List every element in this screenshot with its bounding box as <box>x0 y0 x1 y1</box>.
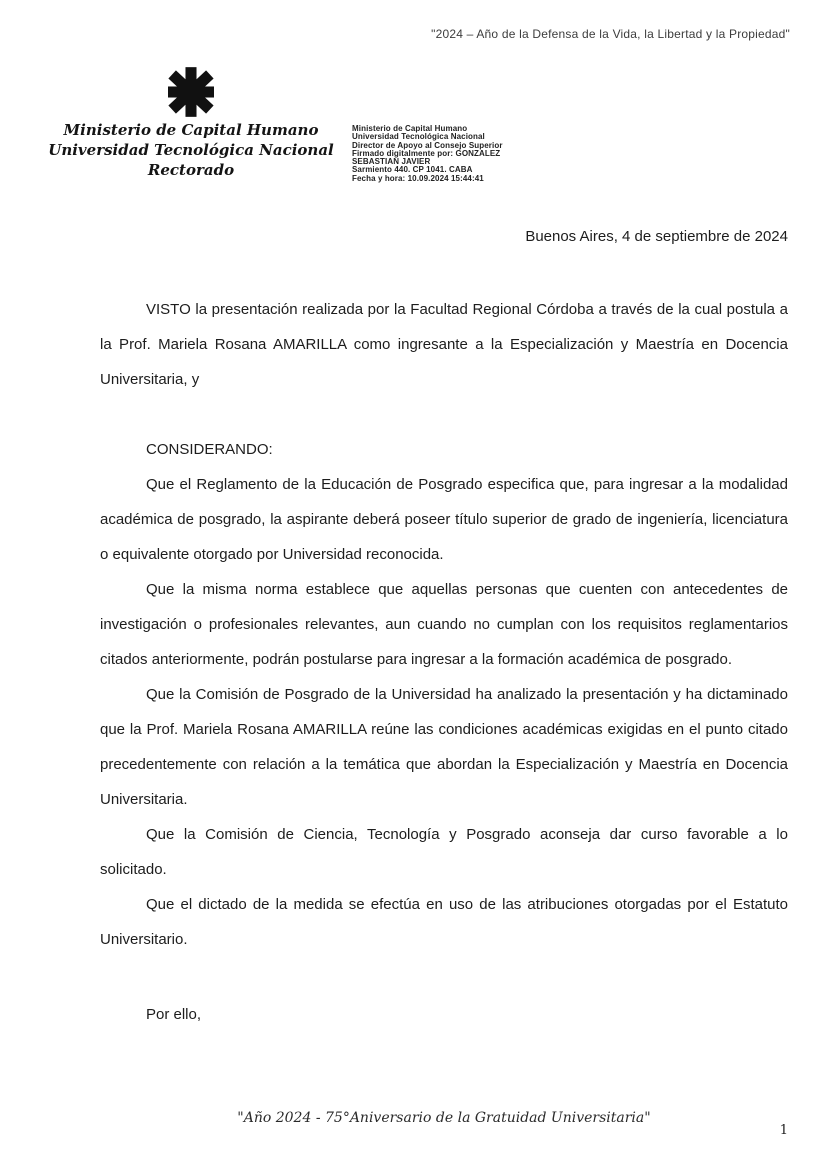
considerando-paragraph-4: Que la Comisión de Ciencia, Tecnología y Posgrado aconseja dar curso favorable a lo solicitado. <box>100 826 788 878</box>
considerando-paragraph-2: Que la misma norma establece que aquellas personas que cuenten con antecedentes de investigación o profesionales relevantes, aun cuando no cumplan con los requisitos reglamentarios citados anteriormente, podrán postularse para ingresar a la formación académica de posgrado. <box>100 581 788 668</box>
stamp-line: Director de Apoyo al Consejo Superior <box>352 140 503 150</box>
dateline: Buenos Aires, 4 de septiembre de 2024 <box>525 228 788 245</box>
page-number: 1 <box>779 1123 788 1138</box>
letterhead-office: Rectorado <box>147 161 235 179</box>
stamp-line: Universidad Tecnológica Nacional <box>352 132 485 142</box>
stamp-line: Ministerio de Capital Humano <box>352 124 468 133</box>
header-year-motto: "2024 – Año de la Defensa de la Vida, la Libertad y la Propiedad" <box>431 27 790 41</box>
considerando-paragraph-5: Que el dictado de la medida se efectúa en uso de las atribuciones otorgadas por el Estatuto Universitario. <box>100 896 788 948</box>
stamp-line: SEBASTIAN JAVIER <box>352 157 431 167</box>
footer-anniversary-motto: "Año 2024 - 75°Aniversario de la Gratuidad Universitaria" <box>237 1110 651 1126</box>
stamp-line: Firmado digitalmente por: GONZALEZ <box>352 148 501 158</box>
letterhead <box>45 66 337 180</box>
digital-signature-stamp <box>352 125 503 183</box>
letterhead-ministry: Ministerio de Capital Humano <box>63 121 319 139</box>
letterhead-university: Universidad Tecnológica Nacional <box>48 141 334 159</box>
paragraph-visto: VISTO la presentación realizada por la Facultad Regional Córdoba a través de la cual postula a la Prof. Mariela Rosana AMARILLA como ingresante a la Especialización y Maestría en Docencia Universitaria, y <box>100 301 788 388</box>
utn-logo-wrap <box>45 66 337 120</box>
stamp-line: Sarmiento 440. CP 1041. CABA <box>352 165 473 175</box>
letter-body <box>100 292 788 1032</box>
utn-gear-logo-icon <box>168 66 214 118</box>
considerando-heading: CONSIDERANDO: <box>146 441 273 458</box>
paragraph-por-ello: Por ello, <box>146 1006 202 1023</box>
stamp-line: Fecha y hora: 10.09.2024 15:44:41 <box>352 173 484 183</box>
considerando-paragraph-1: Que el Reglamento de la Educación de Posgrado especifica que, para ingresar a la modalidad académica de posgrado, la aspirante deberá poseer título superior de grado de ingeniería, licenciatura o equivalente otorgado por Universidad reconocida. <box>100 476 788 563</box>
considerando-paragraph-3: Que la Comisión de Posgrado de la Universidad ha analizado la presentación y ha dictaminado que la Prof. Mariela Rosana AMARILLA reúne las condiciones académicas exigidas en el punto citado precedentemente con relación a la temática que abordan la Especialización y Maestría en Docencia Universitaria. <box>100 686 788 808</box>
